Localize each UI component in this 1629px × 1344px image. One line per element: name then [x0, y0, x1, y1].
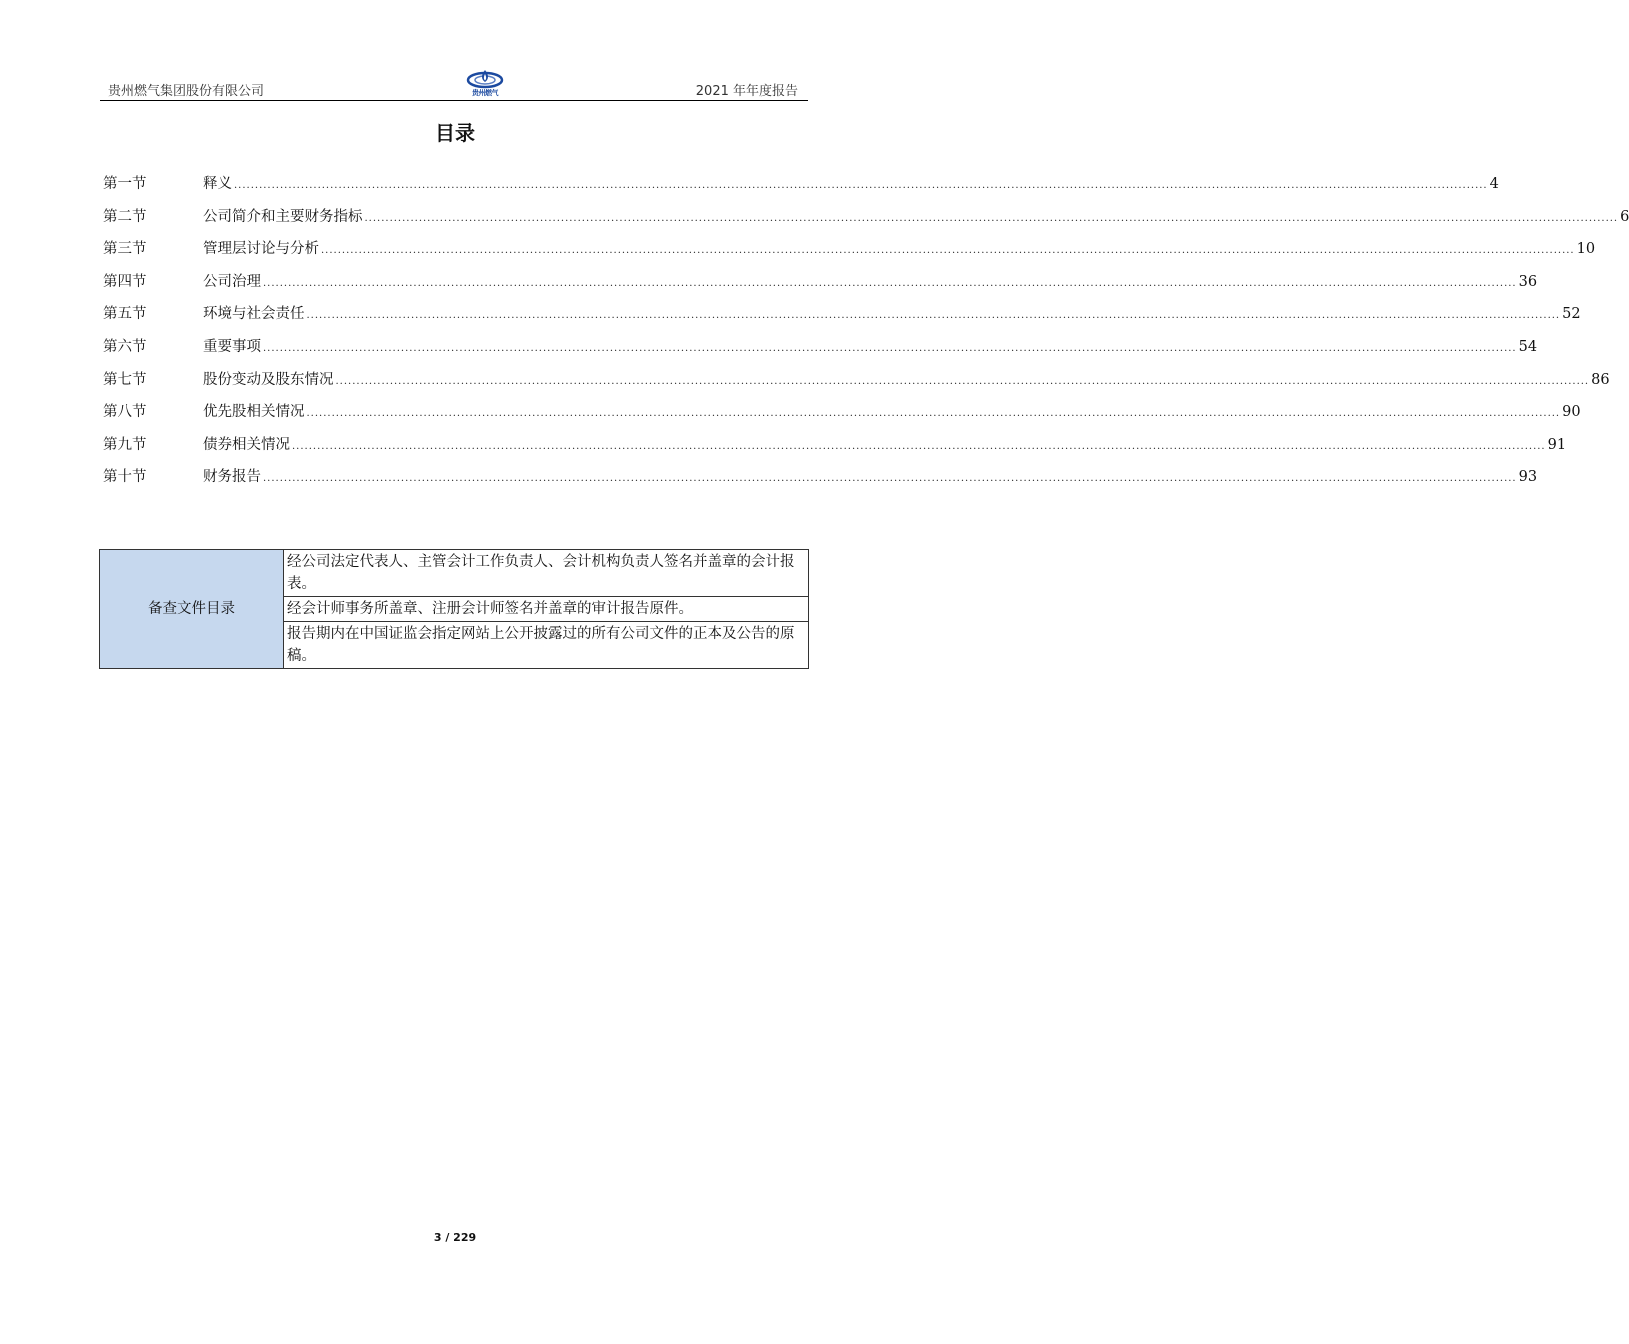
toc-entry[interactable]	[103, 270, 1538, 303]
logo-text: 贵州燃气	[472, 89, 498, 97]
toc-entry[interactable]	[103, 237, 1596, 270]
toc-page-number: 93	[1518, 469, 1538, 486]
toc-leader-dots: ............................................................................................................................................................................................................................................................................................................	[321, 245, 1575, 257]
page-number: 3 / 229	[433, 1231, 477, 1244]
toc-section-number: 第三节	[103, 241, 147, 258]
toc-page-number: 52	[1562, 306, 1581, 323]
toc-section-title: 公司治理	[203, 273, 261, 290]
toc-entry[interactable]	[103, 465, 1538, 498]
reference-files-label: 备查文件目录	[100, 550, 284, 669]
reference-files-table	[99, 549, 809, 669]
toc-section-number: 第七节	[103, 371, 147, 388]
toc-entry[interactable]	[103, 433, 1567, 466]
company-logo-icon	[466, 68, 504, 98]
toc-page-number: 86	[1591, 371, 1610, 388]
toc-page-number: 90	[1562, 404, 1581, 421]
toc-section-number: 第五节	[103, 306, 147, 323]
toc-entry[interactable]	[103, 205, 1629, 238]
toc-entry[interactable]	[103, 335, 1538, 368]
toc-leader-dots: ............................................................................................................................................................................................................................................................................................................	[306, 408, 1561, 420]
toc-section-number: 第八节	[103, 404, 147, 421]
toc-entry[interactable]	[103, 400, 1581, 433]
page-title: 目录	[435, 121, 475, 145]
header-report-title: 2021 年年度报告	[695, 84, 798, 99]
reference-item: 报告期内在中国证监会指定网站上公开披露过的所有公司文件的正本及公告的原稿。	[284, 622, 809, 669]
toc-section-number: 第九节	[103, 436, 147, 453]
toc-section-title: 管理层讨论与分析	[203, 241, 319, 258]
toc-page-number: 36	[1518, 273, 1538, 290]
toc-page-number: 54	[1518, 338, 1538, 355]
toc-section-number: 第四节	[103, 273, 147, 290]
toc-section-title: 环境与社会责任	[203, 306, 305, 323]
toc-leader-dots: ............................................................................................................................................................................................................................................................................................................	[335, 375, 1590, 387]
toc-section-number: 第十节	[103, 469, 147, 486]
header-company-name: 贵州燃气集团股份有限公司	[108, 84, 265, 99]
toc-entry[interactable]	[103, 172, 1499, 205]
toc-leader-dots: ............................................................................................................................................................................................................................................................................................................	[263, 277, 1517, 289]
toc-page-number: 10	[1576, 241, 1596, 258]
toc-page-number: 6	[1620, 208, 1629, 225]
toc-section-title: 公司简介和主要财务指标	[203, 208, 363, 225]
toc-section-title: 债券相关情况	[203, 436, 290, 453]
toc-leader-dots: ............................................................................................................................................................................................................................................................................................................	[306, 310, 1561, 322]
table-of-contents	[103, 172, 1629, 498]
toc-section-title: 重要事项	[203, 338, 261, 355]
reference-row	[100, 550, 809, 597]
page-header	[100, 68, 808, 101]
toc-leader-dots: ............................................................................................................................................................................................................................................................................................................	[263, 473, 1517, 485]
toc-entry[interactable]	[103, 302, 1581, 335]
toc-entry[interactable]	[103, 368, 1610, 401]
toc-section-title: 财务报告	[203, 469, 261, 486]
toc-section-title: 优先股相关情况	[203, 404, 305, 421]
toc-page-number: 91	[1547, 436, 1567, 453]
reference-item: 经会计师事务所盖章、注册会计师签名并盖章的审计报告原件。	[284, 597, 809, 622]
toc-page-number: 4	[1489, 176, 1499, 192]
toc-section-number: 第一节	[103, 176, 147, 192]
toc-leader-dots: ............................................................................................................................................................................................................................................................................................................	[364, 212, 1619, 224]
toc-section-number: 第二节	[103, 208, 147, 225]
toc-section-title: 股份变动及股东情况	[203, 371, 334, 388]
toc-section-number: 第六节	[103, 338, 147, 355]
toc-leader-dots: ............................................................................................................................................................................................................................................................................................................	[292, 440, 1546, 452]
toc-leader-dots: ............................................................................................................................................................................................................................................................................................................	[263, 342, 1517, 354]
toc-section-title: 释义	[203, 176, 232, 192]
reference-item: 经公司法定代表人、主管会计工作负责人、会计机构负责人签名并盖章的会计报表。	[284, 550, 809, 597]
toc-leader-dots: ............................................................................................................................................................................................................................................................................................................	[234, 180, 1488, 191]
logo-graphic	[466, 68, 504, 90]
